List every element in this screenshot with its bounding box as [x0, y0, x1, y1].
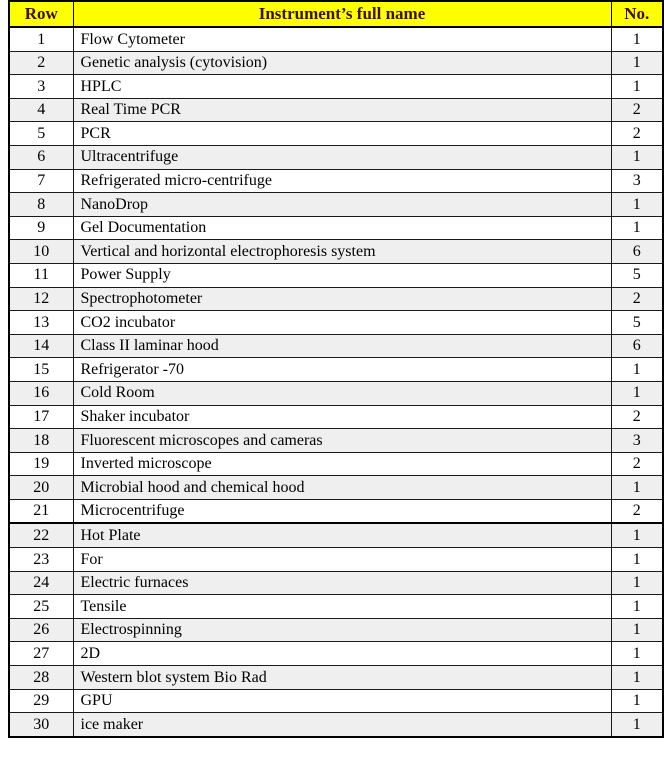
- instrument-name-cell: Electrospinning: [73, 618, 611, 642]
- instrument-name-cell: Class II laminar hood: [73, 334, 611, 358]
- instrument-name-cell: Inverted microscope: [73, 452, 611, 476]
- row-number-cell: 6: [9, 145, 73, 169]
- instrument-name-cell: Electric furnaces: [73, 571, 611, 595]
- row-number-cell: 20: [9, 476, 73, 500]
- table-row: [9, 499, 663, 523]
- instrument-name-cell: GPU: [73, 689, 611, 713]
- instrument-name-cell: Power Supply: [73, 263, 611, 287]
- quantity-cell: 2: [611, 287, 663, 311]
- row-number-cell: 10: [9, 240, 73, 264]
- table-row: [9, 287, 663, 311]
- table-row: [9, 263, 663, 287]
- table-row: [9, 216, 663, 240]
- row-number-cell: 5: [9, 122, 73, 146]
- quantity-cell: 3: [611, 429, 663, 453]
- quantity-cell: 2: [611, 452, 663, 476]
- table-row: [9, 548, 663, 572]
- header-cell-no: No.: [611, 1, 663, 27]
- row-number-cell: 15: [9, 358, 73, 382]
- row-number-cell: 13: [9, 311, 73, 335]
- table-row: [9, 240, 663, 264]
- row-number-cell: 7: [9, 169, 73, 193]
- row-number-cell: 22: [9, 523, 73, 547]
- header-cell-instrument-name: Instrument’s full name: [73, 1, 611, 27]
- table-row: [9, 27, 663, 51]
- quantity-cell: 1: [611, 666, 663, 690]
- table-body: [9, 27, 663, 737]
- row-number-cell: 30: [9, 713, 73, 737]
- table-header: [9, 1, 663, 27]
- quantity-cell: 1: [611, 595, 663, 619]
- table-row: [9, 169, 663, 193]
- row-number-cell: 11: [9, 263, 73, 287]
- quantity-cell: 1: [611, 548, 663, 572]
- row-number-cell: 19: [9, 452, 73, 476]
- row-number-cell: 23: [9, 548, 73, 572]
- quantity-cell: 1: [611, 642, 663, 666]
- instrument-name-cell: Tensile: [73, 595, 611, 619]
- quantity-cell: 1: [611, 216, 663, 240]
- quantity-cell: 1: [611, 51, 663, 75]
- row-number-cell: 26: [9, 618, 73, 642]
- quantity-cell: 5: [611, 311, 663, 335]
- quantity-cell: 1: [611, 713, 663, 737]
- instrument-name-cell: PCR: [73, 122, 611, 146]
- table-row: [9, 429, 663, 453]
- row-number-cell: 25: [9, 595, 73, 619]
- row-number-cell: 28: [9, 666, 73, 690]
- instrument-name-cell: Vertical and horizontal electrophoresis system: [73, 240, 611, 264]
- instrument-name-cell: 2D: [73, 642, 611, 666]
- quantity-cell: 1: [611, 27, 663, 51]
- table-row: [9, 193, 663, 217]
- table-row: [9, 452, 663, 476]
- quantity-cell: 2: [611, 405, 663, 429]
- instrument-name-cell: Genetic analysis (cytovision): [73, 51, 611, 75]
- instrument-name-cell: CO2 incubator: [73, 311, 611, 335]
- table-row: [9, 571, 663, 595]
- table-row: [9, 145, 663, 169]
- quantity-cell: 3: [611, 169, 663, 193]
- row-number-cell: 3: [9, 75, 73, 99]
- quantity-cell: 1: [611, 689, 663, 713]
- instrument-name-cell: Western blot system Bio Rad: [73, 666, 611, 690]
- header-cell-row: Row: [9, 1, 73, 27]
- table-row: [9, 51, 663, 75]
- row-number-cell: 4: [9, 98, 73, 122]
- table-row: [9, 689, 663, 713]
- instrument-name-cell: For: [73, 548, 611, 572]
- quantity-cell: 5: [611, 263, 663, 287]
- quantity-cell: 2: [611, 122, 663, 146]
- row-number-cell: 2: [9, 51, 73, 75]
- quantity-cell: 1: [611, 618, 663, 642]
- quantity-cell: 2: [611, 98, 663, 122]
- quantity-cell: 1: [611, 358, 663, 382]
- instrument-name-cell: Refrigerated micro-centrifuge: [73, 169, 611, 193]
- instrument-name-cell: Fluorescent microscopes and cameras: [73, 429, 611, 453]
- instrument-name-cell: Gel Documentation: [73, 216, 611, 240]
- table-row: [9, 98, 663, 122]
- table-row: [9, 476, 663, 500]
- row-number-cell: 29: [9, 689, 73, 713]
- table-row: [9, 523, 663, 547]
- instrument-name-cell: ice maker: [73, 713, 611, 737]
- instruments-table: [8, 0, 664, 738]
- row-number-cell: 12: [9, 287, 73, 311]
- table-row: [9, 334, 663, 358]
- quantity-cell: 1: [611, 75, 663, 99]
- quantity-cell: 1: [611, 571, 663, 595]
- quantity-cell: 1: [611, 523, 663, 547]
- table-row: [9, 405, 663, 429]
- table-row: [9, 595, 663, 619]
- row-number-cell: 1: [9, 27, 73, 51]
- instrument-name-cell: Ultracentrifuge: [73, 145, 611, 169]
- row-number-cell: 17: [9, 405, 73, 429]
- instrument-name-cell: Real Time PCR: [73, 98, 611, 122]
- instrument-name-cell: Hot Plate: [73, 523, 611, 547]
- table-row: [9, 381, 663, 405]
- instrument-name-cell: NanoDrop: [73, 193, 611, 217]
- table-row: [9, 311, 663, 335]
- quantity-cell: 1: [611, 193, 663, 217]
- row-number-cell: 27: [9, 642, 73, 666]
- quantity-cell: 6: [611, 334, 663, 358]
- instrument-name-cell: Shaker incubator: [73, 405, 611, 429]
- row-number-cell: 9: [9, 216, 73, 240]
- table-row: [9, 75, 663, 99]
- row-number-cell: 18: [9, 429, 73, 453]
- instrument-name-cell: Spectrophotometer: [73, 287, 611, 311]
- row-number-cell: 21: [9, 499, 73, 523]
- quantity-cell: 6: [611, 240, 663, 264]
- instrument-name-cell: HPLC: [73, 75, 611, 99]
- instrument-name-cell: Microbial hood and chemical hood: [73, 476, 611, 500]
- instrument-name-cell: Microcentrifuge: [73, 499, 611, 523]
- instrument-name-cell: Cold Room: [73, 381, 611, 405]
- row-number-cell: 24: [9, 571, 73, 595]
- row-number-cell: 14: [9, 334, 73, 358]
- quantity-cell: 1: [611, 381, 663, 405]
- row-number-cell: 16: [9, 381, 73, 405]
- instrument-name-cell: Refrigerator -70: [73, 358, 611, 382]
- quantity-cell: 1: [611, 145, 663, 169]
- header-row: [9, 1, 663, 27]
- table-row: [9, 618, 663, 642]
- row-number-cell: 8: [9, 193, 73, 217]
- quantity-cell: 1: [611, 476, 663, 500]
- table-row: [9, 666, 663, 690]
- table-row: [9, 122, 663, 146]
- table-row: [9, 642, 663, 666]
- quantity-cell: 2: [611, 499, 663, 523]
- table-row: [9, 713, 663, 737]
- table-row: [9, 358, 663, 382]
- instrument-name-cell: Flow Cytometer: [73, 27, 611, 51]
